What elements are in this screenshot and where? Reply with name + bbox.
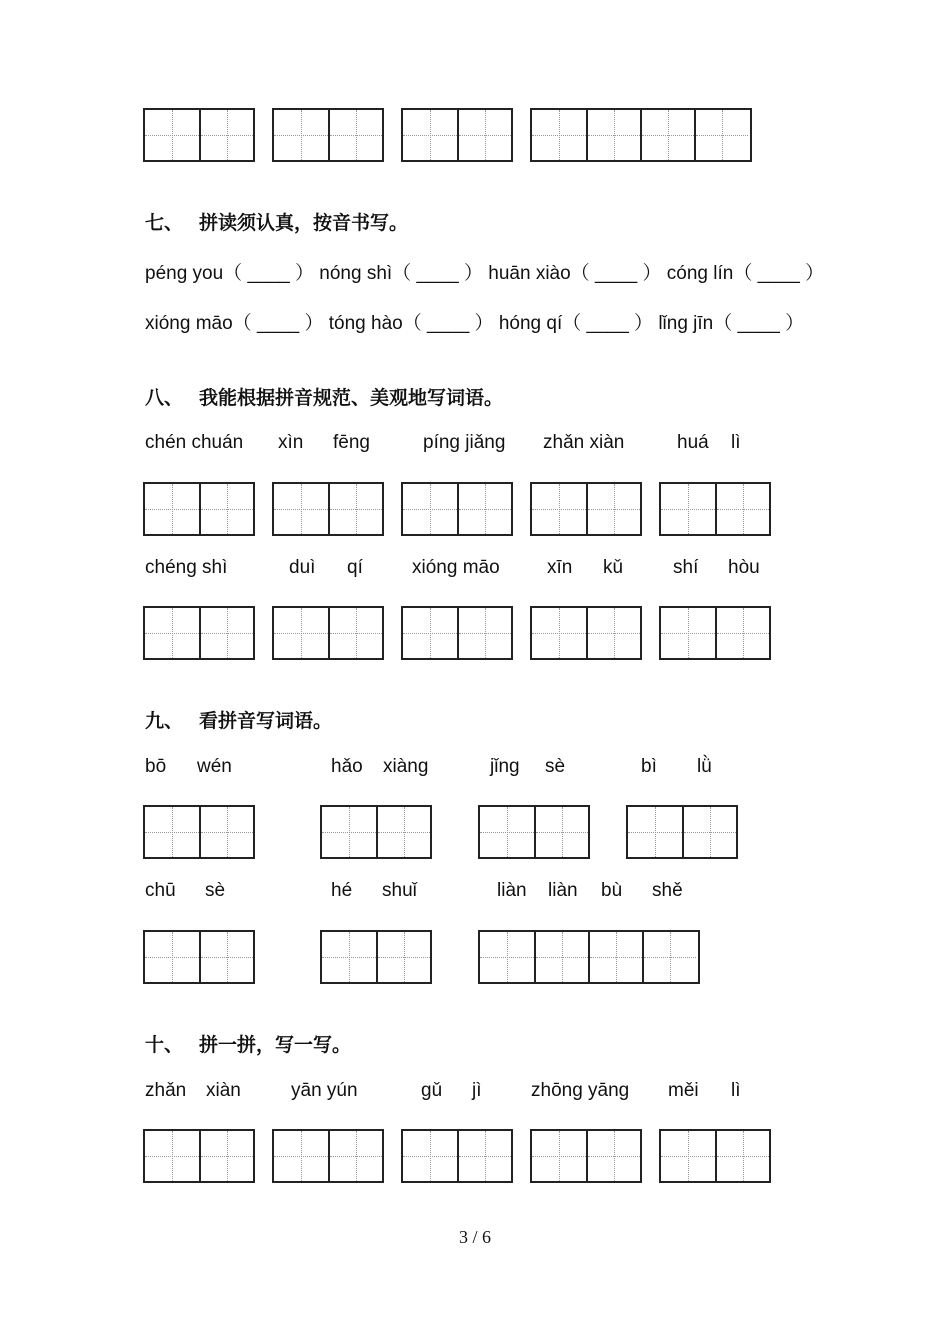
section-number: 十、 (145, 1034, 184, 1056)
pinyin-word: píng jiǎng (423, 432, 506, 453)
section-number: 九、 (145, 710, 184, 732)
pinyin-word: chén chuán (145, 432, 244, 453)
writing-box[interactable] (626, 805, 738, 859)
writing-box[interactable] (659, 606, 771, 660)
writing-box[interactable] (143, 930, 255, 984)
pinyin-word: sè (545, 756, 566, 777)
pinyin-word: bì (641, 756, 657, 777)
pinyin-word: gǔ (421, 1080, 443, 1101)
writing-box[interactable] (143, 482, 255, 536)
pinyin-word: liàn (548, 880, 578, 901)
writing-box[interactable] (143, 606, 255, 660)
pinyin-word: hòu (728, 557, 760, 578)
writing-box[interactable] (530, 606, 642, 660)
pinyin-word: lǜ (697, 756, 712, 777)
pinyin-word: shě (652, 880, 683, 901)
writing-box[interactable] (530, 1129, 642, 1183)
pinyin-fill-line: xióng māo（ ____ ） tóng hào（ ____ ） hóng qí（ ____ ） lǐng jīn（ ____ ） (145, 313, 805, 334)
writing-box[interactable] (659, 1129, 771, 1183)
page-number: 3 / 6 (458, 1227, 491, 1247)
writing-box[interactable] (530, 108, 752, 162)
pinyin-word: xiàng (383, 756, 429, 777)
pinyin-word: zhōng yāng (531, 1080, 630, 1101)
section-7-heading (145, 208, 408, 235)
pinyin-word: xiàn (206, 1080, 241, 1101)
pinyin-fill-line: péng you（ ____ ） nóng shì（ ____ ） huān xiào（ ____ ） cóng lín（ ____ ） (145, 263, 825, 284)
writing-box[interactable] (659, 482, 771, 536)
writing-box[interactable] (478, 930, 700, 984)
section-number: 七、 (145, 212, 184, 234)
writing-box[interactable] (272, 1129, 384, 1183)
pinyin-word: jì (472, 1080, 482, 1101)
section-9-heading (145, 706, 332, 733)
writing-box[interactable] (272, 108, 384, 162)
writing-box[interactable] (401, 108, 513, 162)
section-title: 看拼音写词语。 (199, 710, 333, 732)
writing-box[interactable] (320, 805, 432, 859)
writing-box[interactable] (143, 1129, 255, 1183)
writing-box[interactable] (272, 482, 384, 536)
pinyin-word: sè (205, 880, 226, 901)
section-title: 拼读须认真，按音书写。 (199, 212, 409, 234)
pinyin-word: xìn (278, 432, 304, 453)
section-8-heading (145, 383, 503, 410)
pinyin-word: hǎo (331, 756, 363, 777)
writing-box[interactable] (478, 805, 590, 859)
pinyin-word: shuǐ (382, 880, 417, 901)
writing-box[interactable] (272, 606, 384, 660)
section-title: 我能根据拼音规范、美观地写词语。 (199, 387, 504, 409)
section-10-heading (145, 1030, 351, 1057)
pinyin-word: zhǎn (145, 1080, 187, 1101)
pinyin-word: hé (331, 880, 353, 901)
pinyin-word: xióng māo (412, 557, 500, 578)
pinyin-word: qí (347, 557, 363, 578)
writing-box[interactable] (143, 805, 255, 859)
section-number: 八、 (145, 387, 184, 409)
pinyin-word: bù (601, 880, 623, 901)
pinyin-word: shí (673, 557, 699, 578)
pinyin-word: měi (668, 1080, 699, 1101)
pinyin-word: kǔ (603, 557, 624, 578)
pinyin-word: wén (197, 756, 232, 777)
pinyin-word: huá (677, 432, 709, 453)
section-title: 拼一拼，写一写。 (199, 1034, 352, 1056)
writing-box[interactable] (401, 482, 513, 536)
writing-box[interactable] (401, 606, 513, 660)
writing-box[interactable] (320, 930, 432, 984)
pinyin-word: duì (289, 557, 316, 578)
pinyin-word: bō (145, 756, 167, 777)
pinyin-word: zhǎn xiàn (543, 432, 625, 453)
pinyin-word: chéng shì (145, 557, 228, 578)
pinyin-word: lì (731, 1080, 741, 1101)
writing-box[interactable] (143, 108, 255, 162)
pinyin-word: jǐng (490, 756, 520, 777)
writing-box[interactable] (401, 1129, 513, 1183)
pinyin-word: xīn (547, 557, 573, 578)
pinyin-word: chū (145, 880, 176, 901)
pinyin-word: lì (731, 432, 741, 453)
pinyin-word: liàn (497, 880, 527, 901)
writing-box[interactable] (530, 482, 642, 536)
pinyin-word: fēng (333, 432, 370, 453)
pinyin-word: yān yún (291, 1080, 358, 1101)
